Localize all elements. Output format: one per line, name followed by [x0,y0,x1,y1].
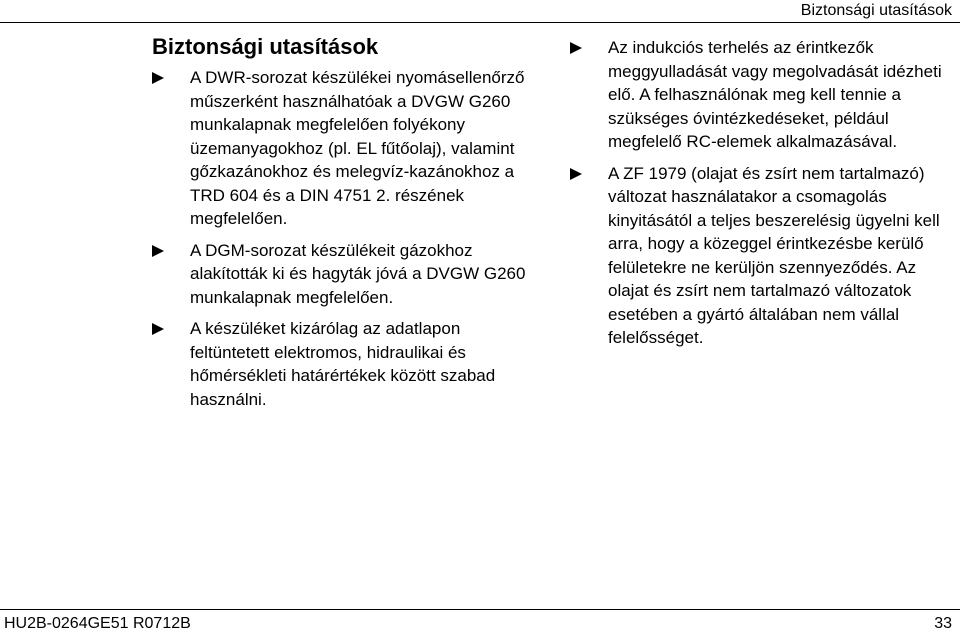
right-bullet-list [570,36,955,350]
page-number: 33 [934,615,952,632]
left-bullet-list [152,66,542,411]
bullet-text: Az indukciós terhelés az érintkezők meggyulladását vagy megolvadását idézheti elő. A felhasználónak meg kell tennie a szükséges óvintézkedéseket, például megfelelő RC-elemek alkalmazásával. [608,38,942,151]
bullet-text: A ZF 1979 (olajat és zsírt nem tartalmazó) változat használatakor a csomagolás kinyitásától a teljes beszerelésig ügyelni kell arra, hogy a közeggel érintkezésbe kerülő felületekre ne kerüljön szennyeződés. Az olajat és zsírt nem tartalmazó változatok esetében a gyártó általában nem vállal felelősséget. [608,163,940,347]
left-column [152,34,542,419]
header-rule [0,22,960,23]
list-item [152,66,542,231]
triangle-bullet-icon [570,168,582,180]
list-item [152,239,542,310]
list-item [570,36,955,154]
list-item [152,317,542,411]
triangle-bullet-icon [152,72,164,84]
triangle-bullet-icon [152,323,164,335]
right-column [570,36,955,358]
triangle-bullet-icon [570,42,582,54]
bullet-text: A DGM-sorozat készülékeit gázokhoz alakították ki és hagyták jóvá a DVGW G260 munkalapnak megfelelően. [190,240,526,307]
section-title: Biztonsági utasítások [152,34,379,59]
running-header-title: Biztonsági utasítások [800,2,952,19]
bullet-text: A DWR-sorozat készülékei nyomásellenőrző műszerként használhatóak a DVGW G260 munkalapnak megfelelően folyékony üzemanyagokhoz (pl. EL fűtőolaj), valamint gőzkazánokhoz és melegvíz-kazánokhoz a TRD 604 és a DIN 4751 2. részének megfelelően. [190,68,525,228]
list-item [570,162,955,350]
bullet-text: A készüléket kizárólag az adatlapon feltüntetett elektromos, hidraulikai és hőmérsékleti határértékek között szabad használni. [190,319,496,409]
triangle-bullet-icon [152,245,164,257]
document-code: HU2B-0264GE51 R0712B [4,615,191,632]
footer-rule [0,609,960,610]
